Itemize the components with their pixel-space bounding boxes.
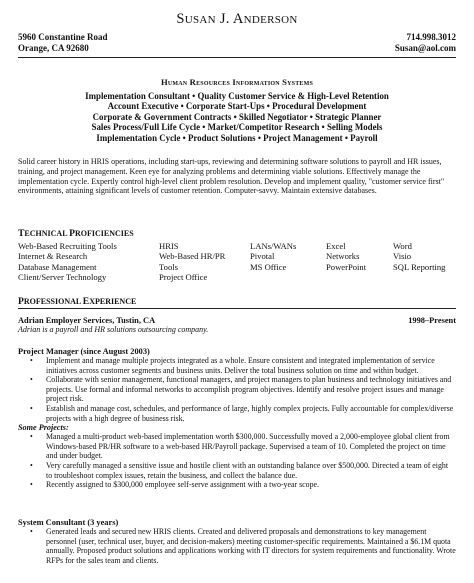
experience-divider — [18, 308, 456, 309]
name-first-initial: S — [176, 11, 185, 27]
name-middle: J. — [219, 11, 230, 27]
role-title: Project Manager (since August 2003) — [18, 347, 150, 356]
bullet-item: • Establish and manage cost, schedules, and performance of large, highly complex projects. Fully accountable for complex/diverse projects with a high degree of business risk. — [18, 404, 456, 423]
skill-item: Word — [393, 241, 412, 251]
keyword-line: Sales Process/Full Life Cycle • Market/Competitor Research • Selling Models — [91, 122, 383, 133]
keyword-line: Corporate & Government Contracts • Skilled Negotiator • Strategic Planner — [92, 111, 382, 122]
employer-name: Adrian Employer Services, Tustin, CA — [18, 316, 156, 325]
candidate-name — [0, 11, 474, 28]
bullet-item: • Managed a multi-product web-based implementation worth $300,000. Successfully moved a 2,000-employee global client from Windows-based PR/HR software to a web-based HR/Payroll package. Supervised a team of 10. Completed the project on time and under budget. — [18, 432, 456, 461]
contact-block — [395, 32, 456, 54]
skills-col-5 — [393, 241, 445, 272]
header-divider — [18, 57, 456, 58]
skill-item: LANs/WANs — [250, 241, 297, 251]
email-address[interactable]: Susan@aol.com — [394, 43, 456, 53]
skill-item: Web-Based Recruiting Tools — [18, 241, 117, 251]
keyword-line: Implementation Cycle • Product Solutions • Project Management • Payroll — [96, 132, 378, 143]
keyword-line: Account Executive • Corporate Start-Ups • Procedural Development — [107, 101, 367, 112]
skills-col-4 — [326, 241, 366, 272]
skill-item: HRIS — [159, 241, 179, 251]
address-line1: 5960 Constantine Road — [18, 32, 108, 42]
skill-item: Project Office — [159, 271, 208, 282]
role-project-manager — [18, 347, 456, 490]
headline-title: Human Resources Information Systems — [160, 77, 314, 87]
employer-description: Adrian is a payroll and HR solutions outsourcing company. — [18, 325, 209, 334]
role-bullets — [18, 356, 456, 423]
address-line2: Orange, CA 92680 — [18, 43, 89, 53]
skills-grid — [18, 241, 456, 285]
title-rest: ROFESSIONAL — [23, 297, 83, 306]
employer-block — [18, 316, 456, 334]
title-initial: P — [18, 296, 24, 307]
title-initial: E — [82, 296, 90, 307]
skill-item: Client/Server Technology — [18, 271, 107, 282]
project-bullets — [18, 432, 456, 490]
phone-number: 714.998.3012 — [406, 32, 456, 42]
experience-section-title — [18, 296, 456, 307]
headline-section — [18, 77, 456, 143]
skill-item: Networks — [326, 251, 360, 262]
skill-item: PowerPoint — [326, 261, 367, 272]
skill-item: Visio — [393, 251, 412, 262]
skill-item: Pivotal — [250, 251, 275, 262]
skill-item: Tools — [159, 261, 178, 272]
skill-item: Internet & Research — [18, 251, 88, 262]
role-system-consultant — [18, 518, 456, 565]
title-rest: ECHNICAL — [24, 229, 70, 238]
skill-item: Web-Based HR/PR — [159, 251, 226, 262]
bullet-item: • Implement and manage multiple projects integrated as a whole. Ensure consistent and integrated implementation of service initiatives across customer segments and business units. Deliver the total business solution on time and within budget. — [18, 356, 456, 375]
role-title: System Consultant (3 years) — [18, 518, 119, 527]
name-last-initial: A — [232, 11, 244, 27]
address-block — [18, 32, 108, 54]
title-initial: P — [69, 228, 75, 239]
skill-item: Excel — [326, 241, 346, 251]
skills-col-2 — [159, 241, 225, 282]
name-first-rest: USAN — [184, 14, 216, 26]
title-initial: T — [18, 228, 25, 239]
skills-col-3 — [250, 241, 296, 272]
bullet-item: • Collaborate with senior management, functional managers, and project managers to plan business and technology initiatives and projects. Use formal and informal networks to accomplish program objectives. Identify and resolve project issues and manage project risk. — [18, 375, 456, 404]
technical-section-title — [18, 228, 456, 239]
role-bullets — [18, 527, 456, 565]
summary-paragraph: Solid career history in HRIS operations, including start-ups, reviewing and determining software solutions to payroll and HR issues, training, and project management. Keen eye for analyzing problems and determining viable solutions. Effectively manage the implementation cycle. Expertly control high-level client problem resolution. Develop and implement quality, "customer service first" environments, attaining significant levels of customer retention. Computer-savvy. Maintain extensive databases. — [18, 157, 445, 196]
title-rest: ROFICIENCIES — [74, 229, 134, 238]
skill-item: Database Management — [18, 261, 97, 272]
bullet-item: • Recently assigned to $300,000 employee self-serve assignment with a two-year scope. — [18, 480, 456, 490]
bullet-item: • Generated leads and secured new HRIS clients. Created and delivered proposals and demonstrations to key management personnel (user, technical user, buyer, and decision-makers) meeting customer-specific requirements. Maintained a $6.1M quota annually. Proposed product solutions and applications working with IT directors for system requirements and functionality. Wrote RFPs for the sales team and clients. — [18, 527, 456, 565]
employment-dates: 1998–Present — [408, 316, 456, 325]
name-last-rest: NDERSON — [243, 14, 298, 26]
keyword-line: Implementation Consultant • Quality Customer Service & High-Level Retention — [85, 91, 389, 101]
title-rest: XPERIENCE — [89, 297, 137, 306]
some-projects-heading: Some Projects: — [18, 423, 69, 433]
skill-item: SQL Reporting — [393, 261, 446, 272]
skill-item: MS Office — [250, 261, 287, 272]
bullet-item: • Very carefully managed a sensitive issue and hostile client with an outstanding balance over $500,000. Directed a team of eight to troubleshoot complex issues, retain the business, and collect the balance due. — [18, 461, 456, 480]
keyword-lines — [18, 91, 456, 143]
skills-col-1 — [18, 241, 117, 282]
